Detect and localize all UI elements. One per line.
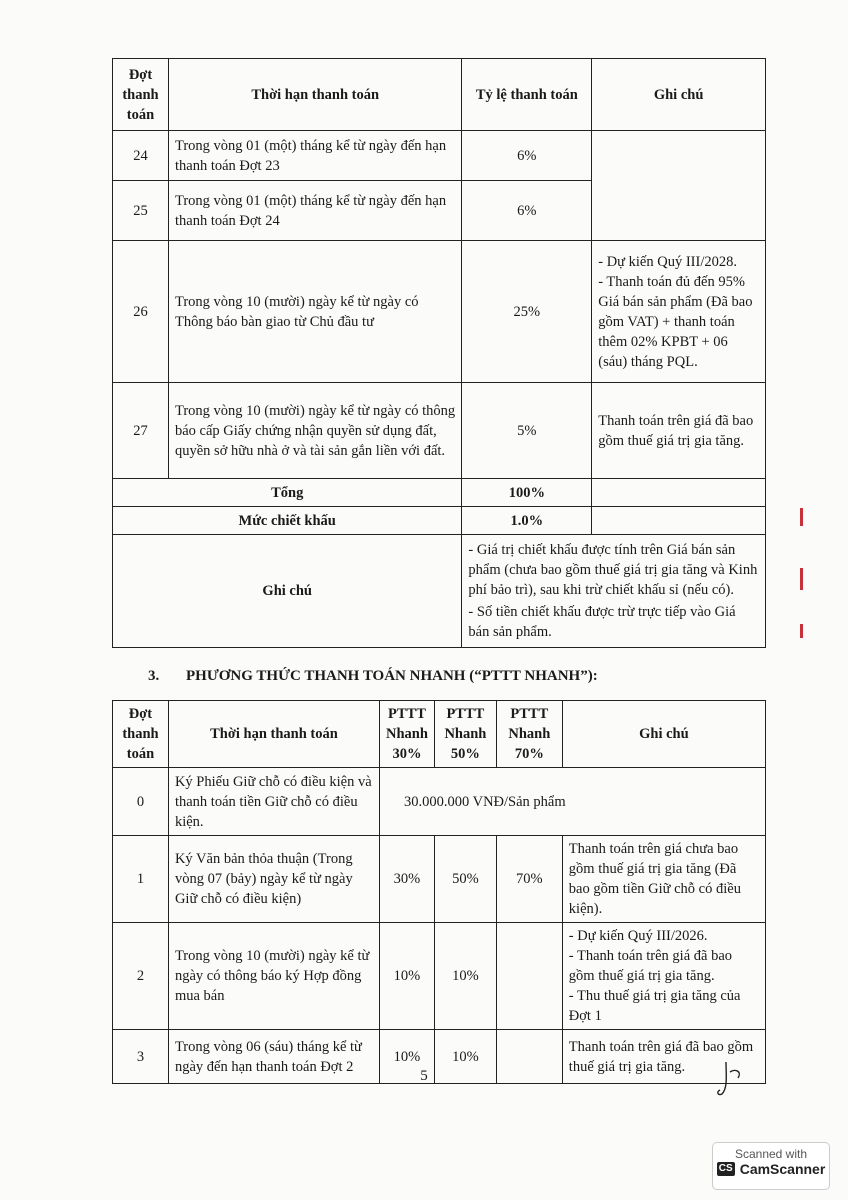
note-line: - Thanh toán trên giá đã bao gồm thuế giá trị gia tăng. bbox=[568, 948, 732, 984]
note-line: - Dự kiến Quý III/2026. bbox=[568, 928, 708, 944]
note-cell-empty bbox=[592, 131, 766, 241]
camscanner-icon: CS bbox=[717, 1162, 735, 1176]
table-row bbox=[113, 768, 766, 836]
installment-number: 2 bbox=[113, 923, 169, 1030]
note-cell: Thanh toán trên giá chưa bao gồm thuế giá trị gia tăng (Đã bao gồm tiền Giữ chỗ có điều kiện). bbox=[562, 836, 765, 923]
note-item: - Giá trị chiết khấu được tính trên Giá bán sản phẩm (chưa bao gồm thuế giá trị gia tăng và Kinh phí bảo trì), sau khi trừ chiết khấu sỉ (nếu có). bbox=[468, 542, 758, 598]
rate-50: 10% bbox=[434, 923, 496, 1030]
rate-cell: 6% bbox=[462, 131, 592, 181]
camscanner-brand: CamScanner bbox=[739, 1161, 826, 1177]
col-header-rate: Tỷ lệ thanh toán bbox=[462, 59, 592, 131]
table-row bbox=[113, 241, 766, 383]
term-cell: Trong vòng 10 (mười) ngày kể từ ngày có thông báo cấp Giấy chứng nhận quyền sử dụng đất, quyền sở hữu nhà ở và tài sản gắn liền với đất. bbox=[168, 383, 461, 479]
note-cell: Thanh toán trên giá đã bao gồm thuế giá trị gia tăng. bbox=[562, 1030, 765, 1084]
table-row bbox=[113, 383, 766, 479]
installment-number: 24 bbox=[113, 131, 169, 181]
page-number: 5 bbox=[420, 1068, 428, 1084]
term-cell: Ký Văn bản thỏa thuận (Trong vòng 07 (bảy) ngày kể từ ngày Giữ chỗ có điều kiện) bbox=[168, 836, 379, 923]
discount-label: Mức chiết khấu bbox=[113, 507, 462, 535]
rate-cell: 25% bbox=[462, 241, 592, 383]
camscanner-badge bbox=[712, 1142, 830, 1190]
col-header-pttt-50: PTTT Nhanh 50% bbox=[434, 701, 496, 768]
col-header-term: Thời hạn thanh toán bbox=[168, 701, 379, 768]
col-header-note: Ghi chú bbox=[592, 59, 766, 131]
table-row bbox=[113, 923, 766, 1030]
rate-30: 10% bbox=[380, 1030, 435, 1084]
amount-cell: 30.000.000 VNĐ/Sản phẩm bbox=[380, 768, 766, 836]
col-header-installment: Đợt thanh toán bbox=[113, 701, 169, 768]
total-label: Tổng bbox=[113, 479, 462, 507]
table-row bbox=[113, 131, 766, 181]
section-number: 3. bbox=[148, 668, 160, 684]
note-cell: Thanh toán trên giá đã bao gồm thuế giá trị gia tăng. bbox=[592, 383, 766, 479]
scan-edge-mark bbox=[800, 624, 803, 638]
note-item: - Số tiền chiết khấu được trừ trực tiếp vào Giá bán sản phẩm. bbox=[468, 604, 736, 640]
rate-30: 10% bbox=[380, 923, 435, 1030]
rate-50: 50% bbox=[434, 836, 496, 923]
term-cell: Trong vòng 01 (một) tháng kể từ ngày đến hạn thanh toán Đợt 24 bbox=[168, 181, 461, 241]
term-cell: Ký Phiếu Giữ chỗ có điều kiện và thanh toán tiền Giữ chỗ có điều kiện. bbox=[168, 768, 379, 836]
discount-row bbox=[113, 507, 766, 535]
signature-initial bbox=[712, 1058, 752, 1098]
section-title: PHƯƠNG THỨC THANH TOÁN NHANH (“PTTT NHANH”): bbox=[186, 668, 598, 684]
discount-value: 1.0% bbox=[462, 507, 592, 535]
total-row bbox=[113, 479, 766, 507]
notes-label: Ghi chú bbox=[113, 535, 462, 648]
col-header-pttt-70: PTTT Nhanh 70% bbox=[496, 701, 562, 768]
rate-50: 10% bbox=[434, 1030, 496, 1084]
note-cell bbox=[592, 241, 766, 383]
installment-number: 0 bbox=[113, 768, 169, 836]
term-cell: Trong vòng 10 (mười) ngày kể từ ngày có Thông báo bàn giao từ Chủ đầu tư bbox=[168, 241, 461, 383]
col-header-note: Ghi chú bbox=[562, 701, 765, 768]
scan-edge-mark bbox=[800, 568, 803, 590]
table-row bbox=[113, 836, 766, 923]
installment-number: 3 bbox=[113, 1030, 169, 1084]
col-header-installment: Đợt thanh toán bbox=[113, 59, 169, 131]
rate-70: 70% bbox=[496, 836, 562, 923]
total-value: 100% bbox=[462, 479, 592, 507]
term-cell: Trong vòng 01 (một) tháng kể từ ngày đến hạn thanh toán Đợt 23 bbox=[168, 131, 461, 181]
installment-number: 27 bbox=[113, 383, 169, 479]
scanned-with-text: Scanned with bbox=[734, 1147, 808, 1161]
payment-schedule-table bbox=[112, 58, 766, 648]
fast-payment-table bbox=[112, 700, 766, 1084]
note-line: - Thanh toán đủ đến 95% Giá bán sản phẩm (Đã bao gồm VAT) + thanh toán thêm 02% KPBT + 06 (sáu) tháng PQL. bbox=[598, 273, 753, 370]
notes-row bbox=[113, 535, 766, 648]
col-header-term: Thời hạn thanh toán bbox=[168, 59, 461, 131]
notes-cell bbox=[462, 535, 766, 648]
rate-30: 30% bbox=[380, 836, 435, 923]
term-cell: Trong vòng 10 (mười) ngày kể từ ngày có thông báo ký Hợp đồng mua bán bbox=[168, 923, 379, 1030]
term-cell: Trong vòng 06 (sáu) tháng kể từ ngày đến hạn thanh toán Đợt 2 bbox=[168, 1030, 379, 1084]
installment-number: 1 bbox=[113, 836, 169, 923]
rate-cell: 5% bbox=[462, 383, 592, 479]
installment-number: 26 bbox=[113, 241, 169, 383]
note-line: - Dự kiến Quý III/2028. bbox=[598, 253, 737, 270]
rate-70 bbox=[496, 923, 562, 1030]
rate-cell: 6% bbox=[462, 181, 592, 241]
note-line: - Thu thuế giá trị gia tăng của Đợt 1 bbox=[568, 988, 741, 1024]
col-header-pttt-30: PTTT Nhanh 30% bbox=[380, 701, 435, 768]
scan-edge-mark bbox=[800, 508, 803, 526]
section-heading bbox=[148, 668, 598, 685]
installment-number: 25 bbox=[113, 181, 169, 241]
note-cell bbox=[562, 923, 765, 1030]
